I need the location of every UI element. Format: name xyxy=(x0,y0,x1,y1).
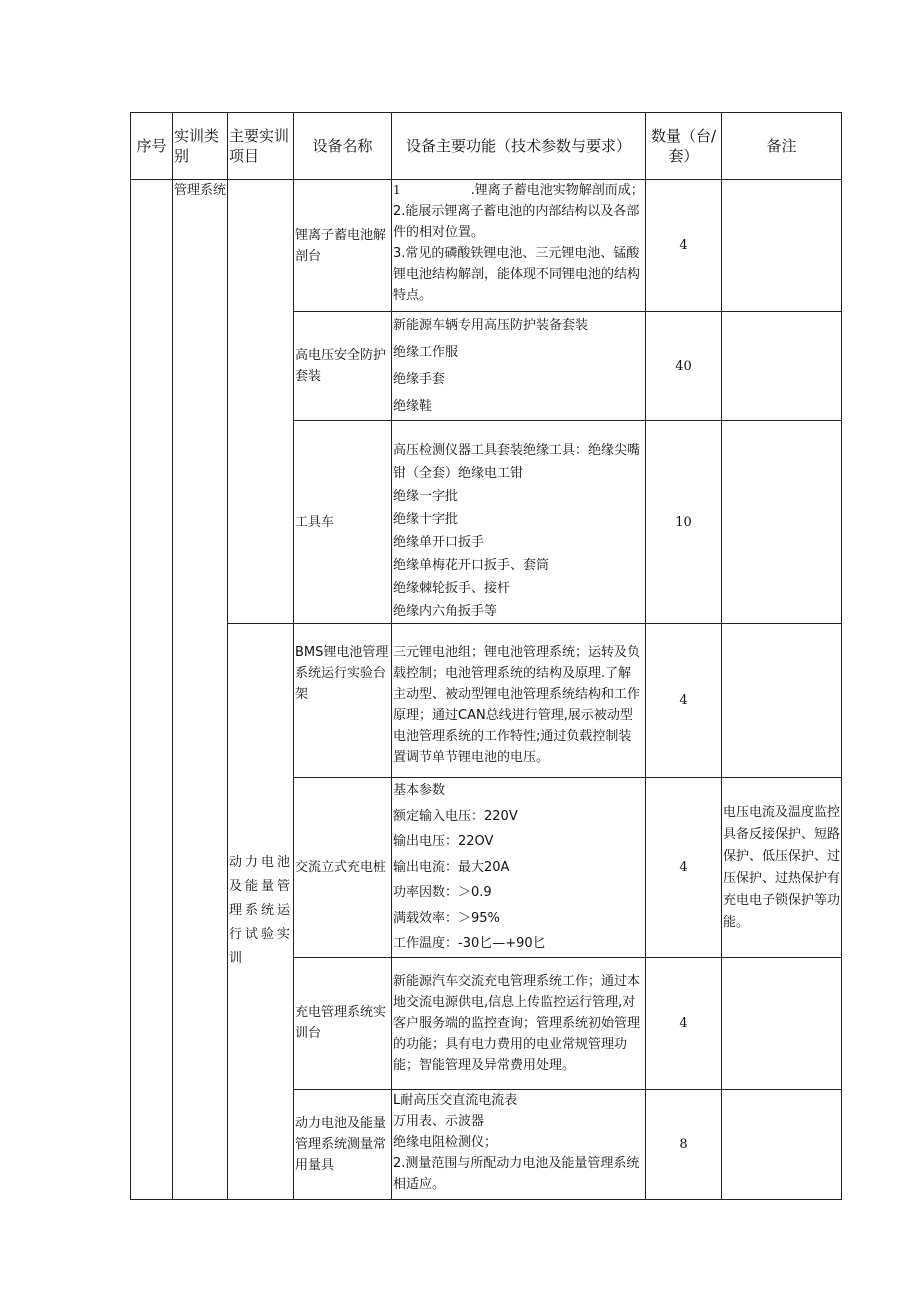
function-line: 绝缘工作服 xyxy=(393,345,459,360)
function-line: .锂离子蓄电池实物解剖而成； xyxy=(470,183,644,198)
equipment-table xyxy=(130,112,842,1200)
category-cell: 管理系统 xyxy=(173,180,228,1200)
note-cell xyxy=(722,312,842,421)
qty-cell: 4 xyxy=(646,778,722,958)
function-line: 绝缘单开口扳手 xyxy=(393,535,485,550)
seq-cell xyxy=(131,180,173,1200)
note-cell xyxy=(722,624,842,778)
function-line: L耐高压交直流电流表 xyxy=(393,1092,518,1108)
qty-cell: 4 xyxy=(646,180,722,312)
header-project: 主要实训项目 xyxy=(228,113,294,180)
function-line: 绝缘鞋 xyxy=(393,399,433,414)
device-name: 锂离子蓄电池解剖台 xyxy=(294,180,392,312)
note-cell xyxy=(722,180,842,312)
qty-cell: 4 xyxy=(646,957,722,1089)
device-name: BMS锂电池管理系统运行实验台架 xyxy=(294,624,392,778)
function-cell xyxy=(392,957,646,1089)
table-row xyxy=(131,180,842,312)
note-cell: 电压电流及温度监控具备反接保护、短路保护、低压保护、过压保护、过热保护有充电电子锁保护等功能。 xyxy=(722,778,842,958)
device-name: 交流立式充电桩 xyxy=(294,778,392,958)
function-line: 功率因数：＞0.9 xyxy=(393,885,492,900)
note-cell xyxy=(722,1089,842,1199)
function-line: 绝缘手套 xyxy=(393,372,446,387)
function-cell xyxy=(392,180,646,312)
function-line: 满载效率：＞95% xyxy=(393,910,500,926)
header-qty: 数量（台/套） xyxy=(646,113,722,180)
qty-cell: 40 xyxy=(646,312,722,421)
function-line: 输出电压：22OV xyxy=(393,834,494,849)
function-line: 绝缘棘轮扳手、接杆 xyxy=(393,581,511,596)
qty-cell: 4 xyxy=(646,624,722,778)
function-line: 2.能展示锂离子蓄电池的内部结构以及各部件的相对位置。 xyxy=(393,204,640,240)
device-name: 高电压安全防护套装 xyxy=(294,312,392,421)
function-line: 额定输入电压：220V xyxy=(393,808,518,824)
function-cell xyxy=(392,312,646,421)
table-row xyxy=(131,624,842,778)
function-line: 输出电流：最大20A xyxy=(393,859,510,875)
function-line: 1 xyxy=(393,183,401,197)
note-cell xyxy=(722,421,842,624)
function-line: 基本参数 xyxy=(393,783,446,798)
qty-cell: 10 xyxy=(646,421,722,624)
function-line: 新能源汽车交流充电管理系统工作；通过本地交流电源供电,信息上传监控运行管理,对客户服务端的监控查询；管理系统初始管理的功能；具有电力费用的电业常规管理功能；智能管理及异常费用处理。 xyxy=(393,973,641,1073)
function-cell xyxy=(392,624,646,778)
qty-cell: 8 xyxy=(646,1089,722,1199)
device-name: 充电管理系统实训台 xyxy=(294,957,392,1089)
function-line: 绝缘内六角扳手等 xyxy=(393,604,498,619)
note-cell xyxy=(722,957,842,1089)
device-name: 动力电池及能量管理系统测量常用量具 xyxy=(294,1089,392,1199)
device-name: 工具车 xyxy=(294,421,392,624)
header-category: 实训类别 xyxy=(173,113,228,180)
header-row xyxy=(131,113,842,180)
function-line: 绝缘电阻检测仪； xyxy=(393,1134,498,1150)
function-line: 绝缘十字批 xyxy=(393,512,459,527)
function-line: 绝缘一字批 xyxy=(393,489,459,504)
function-line: 2.测量范围与所配动力电池及能量管理系统相适应。 xyxy=(393,1155,640,1192)
header-device: 设备名称 xyxy=(294,113,392,180)
function-cell xyxy=(392,421,646,624)
project-cell-1 xyxy=(228,180,294,624)
function-line: 三元锂电池组；锂电池管理系统；运转及负载控制；电池管理系统的结构及原理.了解主动型、被动型锂电池管理系统结构和工作原理；通过CAN总线进行管理,展示被动型电池管理系统的工作特性;通过负载控制装置调节单节锂电池的电压。 xyxy=(393,645,641,765)
function-line: 绝缘单梅花开口扳手、套筒 xyxy=(393,558,550,573)
function-cell xyxy=(392,778,646,958)
header-note: 备注 xyxy=(722,113,842,180)
function-cell xyxy=(392,1089,646,1199)
function-line: 高压检测仪器工具套装绝缘工具：绝缘尖嘴钳（全套）绝缘电工钳 xyxy=(393,443,641,481)
project-cell-2: 动力电池及能量管理系统运行试验实训 xyxy=(228,624,294,1200)
header-seq: 序号 xyxy=(131,113,173,180)
function-line: 新能源车辆专用高压防护装备套装 xyxy=(393,318,589,333)
function-line: 万用表、示波器 xyxy=(393,1113,485,1129)
header-function: 设备主要功能（技术参数与要求） xyxy=(392,113,646,180)
function-line: 工作温度：-30匕—+90匕 xyxy=(393,936,546,951)
function-line: 3.常见的磷酸铁锂电池、三元锂电池、锰酸锂电池结构解剖，能体现不同锂电池的结构特点。 xyxy=(393,246,641,303)
